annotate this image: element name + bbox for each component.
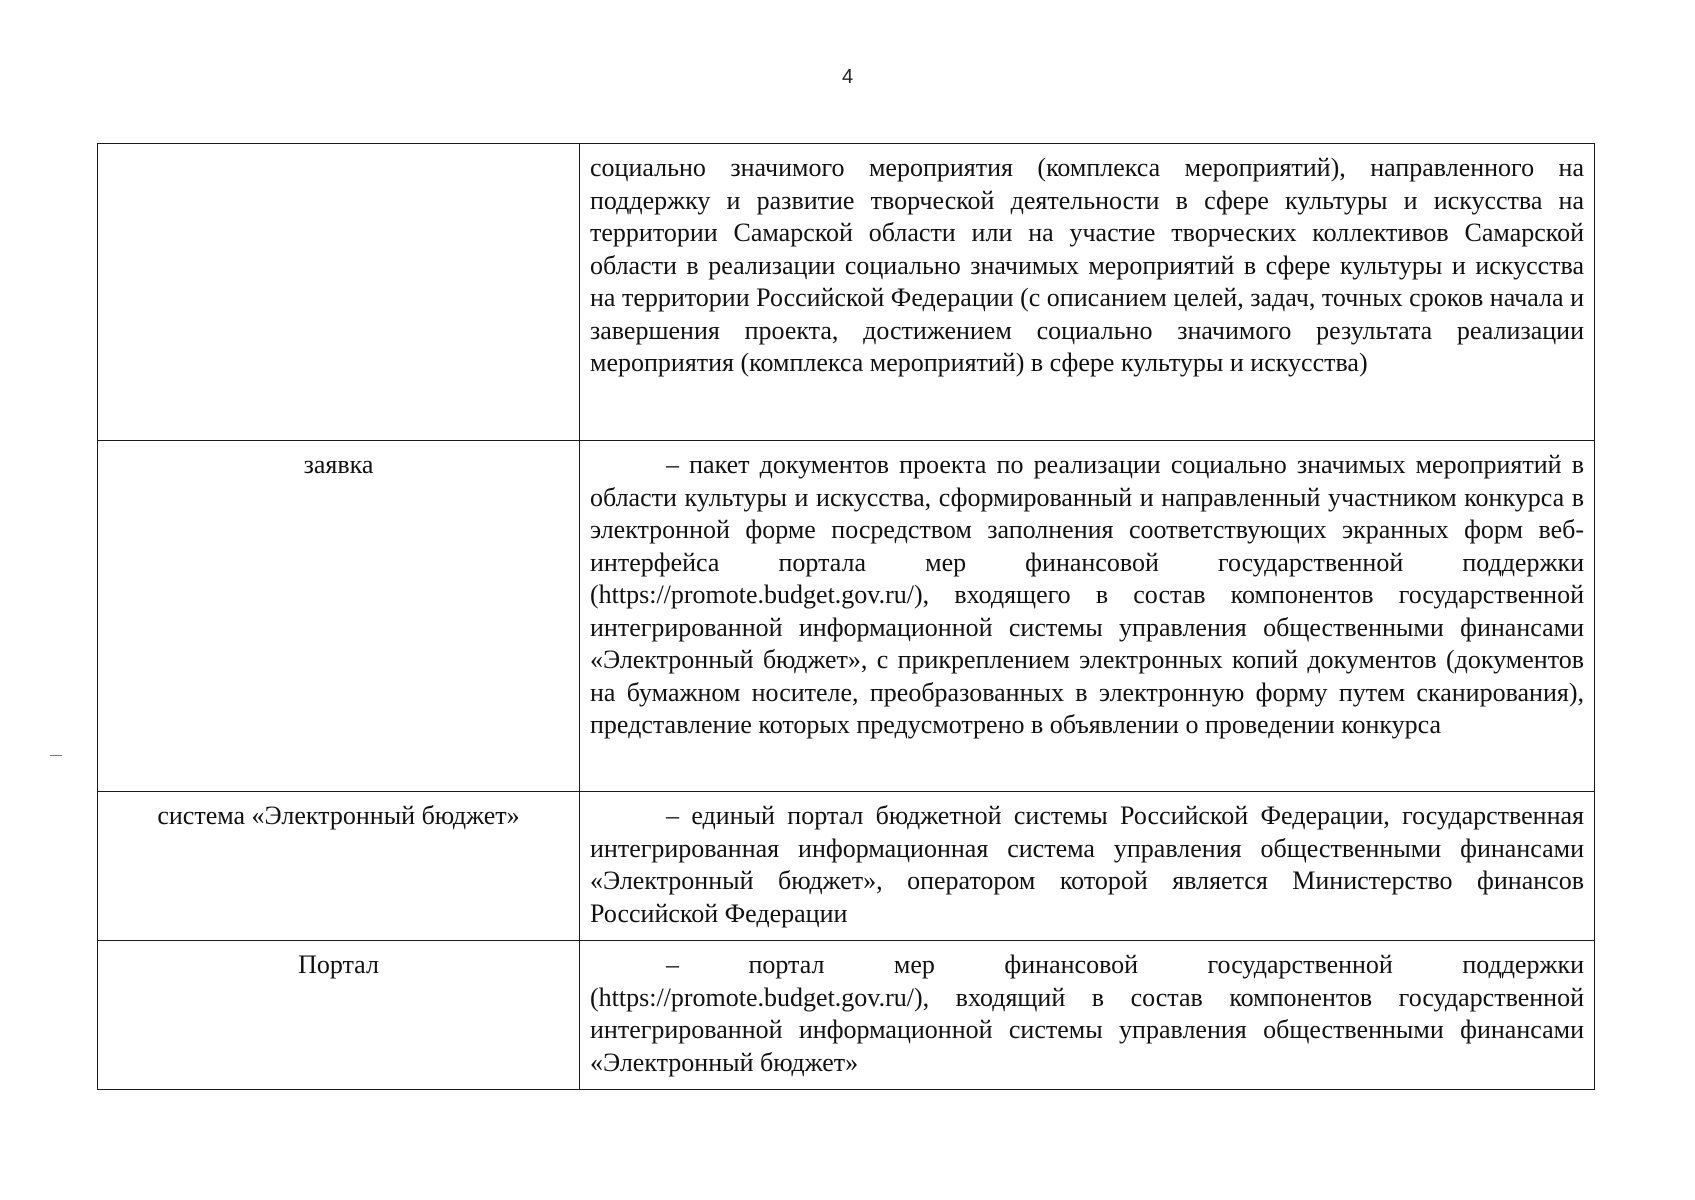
- term-cell: [98, 441, 580, 792]
- table-row: [98, 144, 1595, 441]
- definition-text: – портал мер финансовой государственной поддержки (https://promote.budget.gov.ru/), входящий в состав компонентов государственной интегрированной информационной системы управления общественными финансами «Электронный бюджет»: [590, 950, 1584, 1077]
- definition-cell: [580, 792, 1595, 941]
- definition-text: социально значимого мероприятия (комплекса мероприятий), направленного на поддержку и развитие творческой деятельности в сфере культуры и искусства на территории Самарской области или на участие творческих коллективов Самарской области в реализации социально значимых мероприятий в сфере культуры и искусства на территории Российской Федерации (с описанием целей, задач, точных сроков начала и завершения проекта, достижением социально значимого результата реализации мероприятия (комплекса мероприятий) в сфере культуры и искусства): [590, 153, 1584, 377]
- definition-text: – пакет документов проекта по реализации социально значимых мероприятий в области культуры и искусства, сформированный и направленный участником конкурса в электронной форме посредством заполнения соответствующих экранных форм веб-интерфейса портала мер финансовой государственной поддержки (https://promote.budget.gov.ru/), входящего в состав компонентов государственной интегрированной информационной системы управления общественными финансами «Электронный бюджет», с прикреплением электронных копий документов (документов на бумажном носителе, преобразованных в электронную форму путем сканирования), представление которых предусмотрено в объявлении о проведении конкурса: [590, 450, 1584, 739]
- definitions-table: [97, 143, 1595, 1090]
- term-text: Портал: [298, 950, 379, 979]
- term-text: система «Электронный бюджет»: [157, 801, 520, 830]
- definition-text: – единый портал бюджетной системы Российской Федерации, государственная интегрированная информационная система управления общественными финансами «Электронный бюджет», оператором которой является Министерство финансов Российской Федерации: [590, 801, 1584, 928]
- page-number: 4: [841, 66, 854, 88]
- definition-cell: [580, 144, 1595, 441]
- table-row: [98, 792, 1595, 941]
- term-text: заявка: [303, 450, 374, 479]
- definition-cell: [580, 441, 1595, 792]
- term-cell: [98, 941, 580, 1090]
- term-cell: [98, 792, 580, 941]
- table-row: [98, 441, 1595, 792]
- table-row: [98, 941, 1595, 1090]
- term-text: [98, 144, 579, 152]
- margin-mark: [50, 755, 62, 756]
- definition-cell: [580, 941, 1595, 1090]
- term-cell: [98, 144, 580, 441]
